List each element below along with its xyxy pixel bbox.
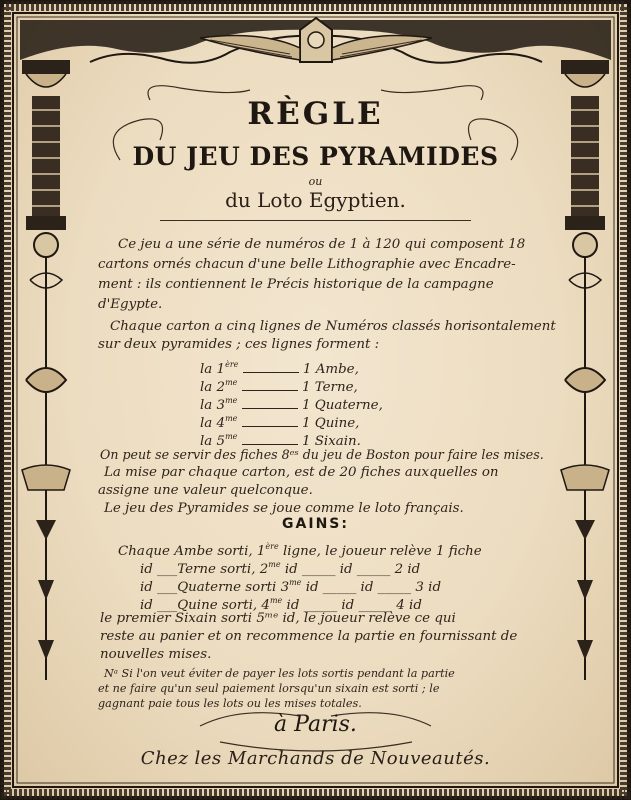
sixain-line: nouvelles mises. <box>100 647 212 662</box>
title-regle: RÈGLE <box>247 96 384 132</box>
gains-row: id ___Quine sorti, $4^{me}$ id _____ id _____ 4 id <box>140 596 422 613</box>
title-loto-egyptien: du Loto Egyptien. <box>225 188 406 212</box>
gains-title: GAINS: <box>282 516 349 532</box>
ligne-item: la $2^{me}$ 1 Terne, <box>200 378 358 395</box>
intro-line: d'Egypte. <box>98 297 163 312</box>
gains-row: id ___Quaterne sorti $3^{me}$ id _____ id _____ 3 id <box>140 578 442 595</box>
note-line: et ne faire qu'un seul paiement lorsqu'un sixain est sorti ; le <box>98 682 440 695</box>
intro-line: ment : ils contiennent le Précis historique de la campagne <box>98 277 494 292</box>
lignes-intro-line: sur deux pyramides ; ces lignes forment : <box>98 337 380 352</box>
mises-line: On peut se servir des fiches 8ᵉˢ du jeu de Boston pour faire les mises. <box>100 447 544 462</box>
mises-line: assigne une valeur quelconque. <box>98 483 313 498</box>
lignes-intro-line: Chaque carton a cinq lignes de Numéros classés horisontalement <box>110 319 556 334</box>
title-rule <box>160 220 471 221</box>
title-ou: ou <box>308 175 323 188</box>
ligne-item: la $4^{me}$ 1 Quine, <box>200 414 360 431</box>
ligne-item: la $3^{me}$ 1 Quaterne, <box>200 396 383 413</box>
gains-row: id ___Terne sorti, $2^{me}$ id _____ id _____ 2 id <box>140 560 421 577</box>
intro-line: cartons ornés chacun d'une belle Lithographie avec Encadre- <box>98 257 516 272</box>
footer-paris: à Paris. <box>274 712 357 737</box>
intro-line: Ce jeu a une série de numéros de 1 à 120 qui composent 18 <box>118 237 526 252</box>
sixain-line: reste au panier et on recommence la partie en fournissant de <box>100 629 518 644</box>
footer-chez: Chez les Marchands de Nouveautés. <box>140 748 491 769</box>
note-line: gagnant paie tous les lots ou les mises totales. <box>98 697 362 710</box>
ligne-item: la $5^{me}$ 1 Sixain. <box>200 432 361 449</box>
mises-line: Le jeu des Pyramides se joue comme le loto français. <box>104 501 464 516</box>
ligne-item: la 1ère 1 Ambe, <box>200 360 359 377</box>
mises-line: La mise par chaque carton, est de 20 fiches auxquelles on <box>104 465 499 480</box>
note-line: Nᵃ Si l'on veut éviter de payer les lots sortis pendant la partie <box>104 667 455 680</box>
gains-row: Chaque Ambe sorti, 1ère ligne, le joueur relève 1 fiche <box>118 542 482 559</box>
sixain-line: le premier Sixain sorti 5ᵐᵉ id, le joueur relève ce qui <box>100 611 456 626</box>
title-jeu-des-pyramides: DU JEU DES PYRAMIDES <box>132 142 499 171</box>
